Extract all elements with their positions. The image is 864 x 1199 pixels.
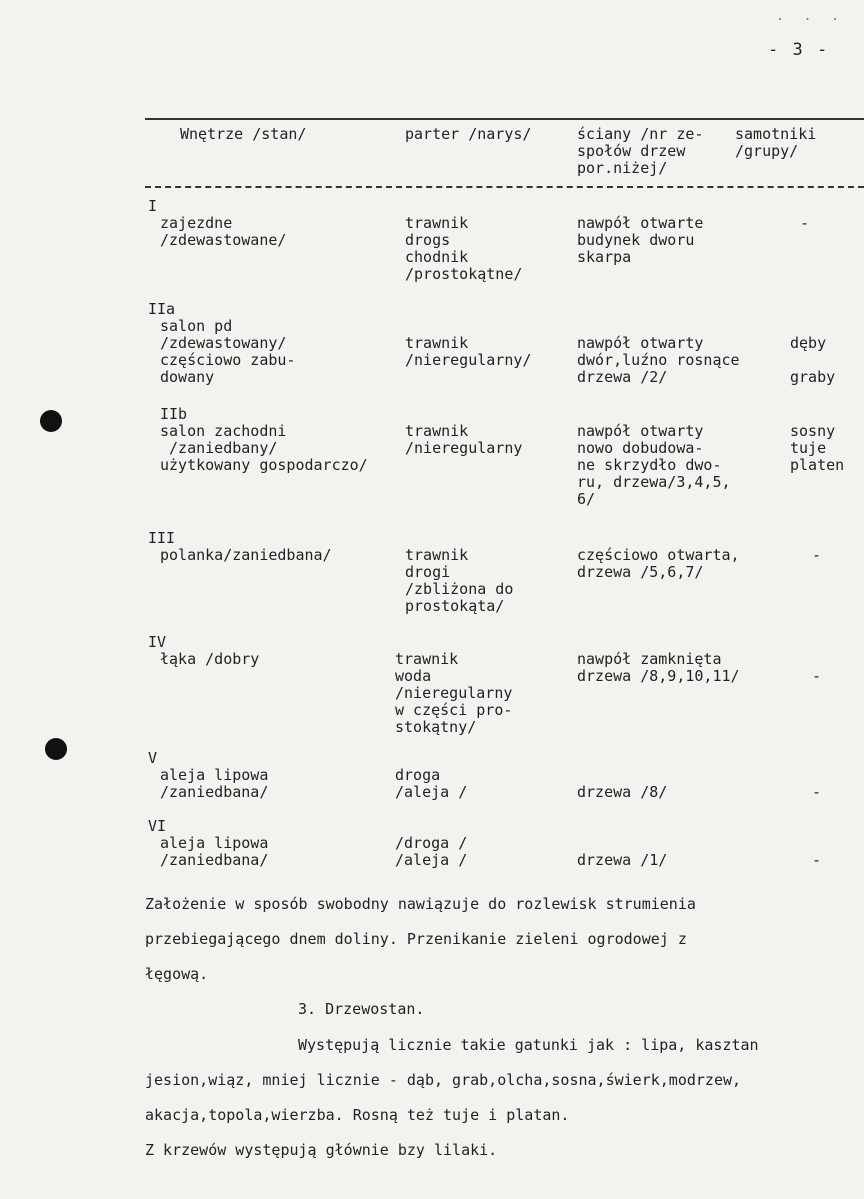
row-walls: drzewa /8/ [577,783,668,801]
body-paragraph-line: Występują licznie takie gatunki jak : lipa, kasztan [298,1036,759,1054]
row-walls: nawpół otwarte budynek dworu skarpa [577,214,704,266]
body-paragraph-line: przebiegającego dnem doliny. Przenikanie zieleni ogrodowej z [145,930,687,948]
row-solitary: - [812,546,822,564]
row-parter: trawnik /nieregularny/ [405,334,532,369]
row-solitary: - [812,783,822,801]
header-interior: Wnętrze /stan/ [180,125,307,143]
row-walls: częściowo otwarta, drzewa /5,6,7/ [577,546,740,581]
row-parter: trawnik woda /nieregularny w części pro- stokątny/ [395,650,513,736]
row-id: VI [148,817,167,835]
row-interior: salon zachodni /zaniedbany/ użytkowany gospodarczo/ [160,422,368,474]
row-interior: salon pd /zdewastowany/ częściowo zabu- dowany [160,317,296,386]
row-id: III [148,529,176,547]
row-walls: drzewa /1/ [577,851,668,869]
top-marks: . . . [776,9,846,24]
row-solitary: sosny tuje platen [790,422,845,474]
row-parter: trawnik /nieregularny [405,422,523,457]
row-walls: nawpół otwarty dwór,luźno rosnące drzewa /2/ [577,334,740,386]
page-number: - 3 - [768,40,830,60]
punch-hole [40,410,62,432]
row-solitary: - [812,667,822,685]
header-parter: parter /narys/ [405,125,532,143]
punch-hole [45,738,67,760]
header-walls: ściany /nr ze- społów drzew por.niżej/ [577,125,704,177]
row-id: IV [148,633,167,651]
section-title: 3. Drzewostan. [298,1000,425,1018]
header-solitary: samotniki /grupy/ [735,125,817,160]
header-divider-rule [145,186,864,188]
row-parter: trawnik drogi /zbliżona do prostokąta/ [405,546,514,615]
row-parter: droga /aleja / [395,766,468,801]
row-id: IIb [160,405,188,423]
row-solitary: - [800,214,810,232]
row-interior: łąka /dobry [160,650,260,668]
row-id: IIa [148,300,176,318]
row-solitary: - [812,851,822,869]
table-top-rule [145,118,864,120]
row-walls: nawpół zamknięta drzewa /8,9,10,11/ [577,650,740,685]
body-paragraph-line: Założenie w sposób swobodny nawiązuje do rozlewisk strumienia [145,895,696,913]
body-paragraph-line: akacja,topola,wierzba. Rosną też tuje i platan. [145,1106,570,1124]
row-interior: aleja lipowa /zaniedbana/ [160,766,269,801]
row-interior: zajezdne /zdewastowane/ [160,214,287,249]
row-solitary: dęby graby [790,334,836,386]
row-parter: trawnik drogs chodnik /prostokątne/ [405,214,523,283]
row-interior: aleja lipowa /zaniedbana/ [160,834,269,869]
body-paragraph-line: Z krzewów występują głównie bzy lilaki. [145,1141,498,1159]
row-id: V [148,749,158,767]
row-id: I [148,197,158,215]
row-walls: nawpół otwarty nowo dobudowa- ne skrzydło dwo- ru, drzewa/3,4,5, 6/ [577,422,731,508]
body-paragraph-line: jesion,wiąz, mniej licznie - dąb, grab,olcha,sosna,świerk,modrzew, [145,1071,742,1089]
row-parter: /droga / /aleja / [395,834,468,869]
row-interior: polanka/zaniedbana/ [160,546,332,564]
body-paragraph-line: łęgową. [145,965,209,983]
